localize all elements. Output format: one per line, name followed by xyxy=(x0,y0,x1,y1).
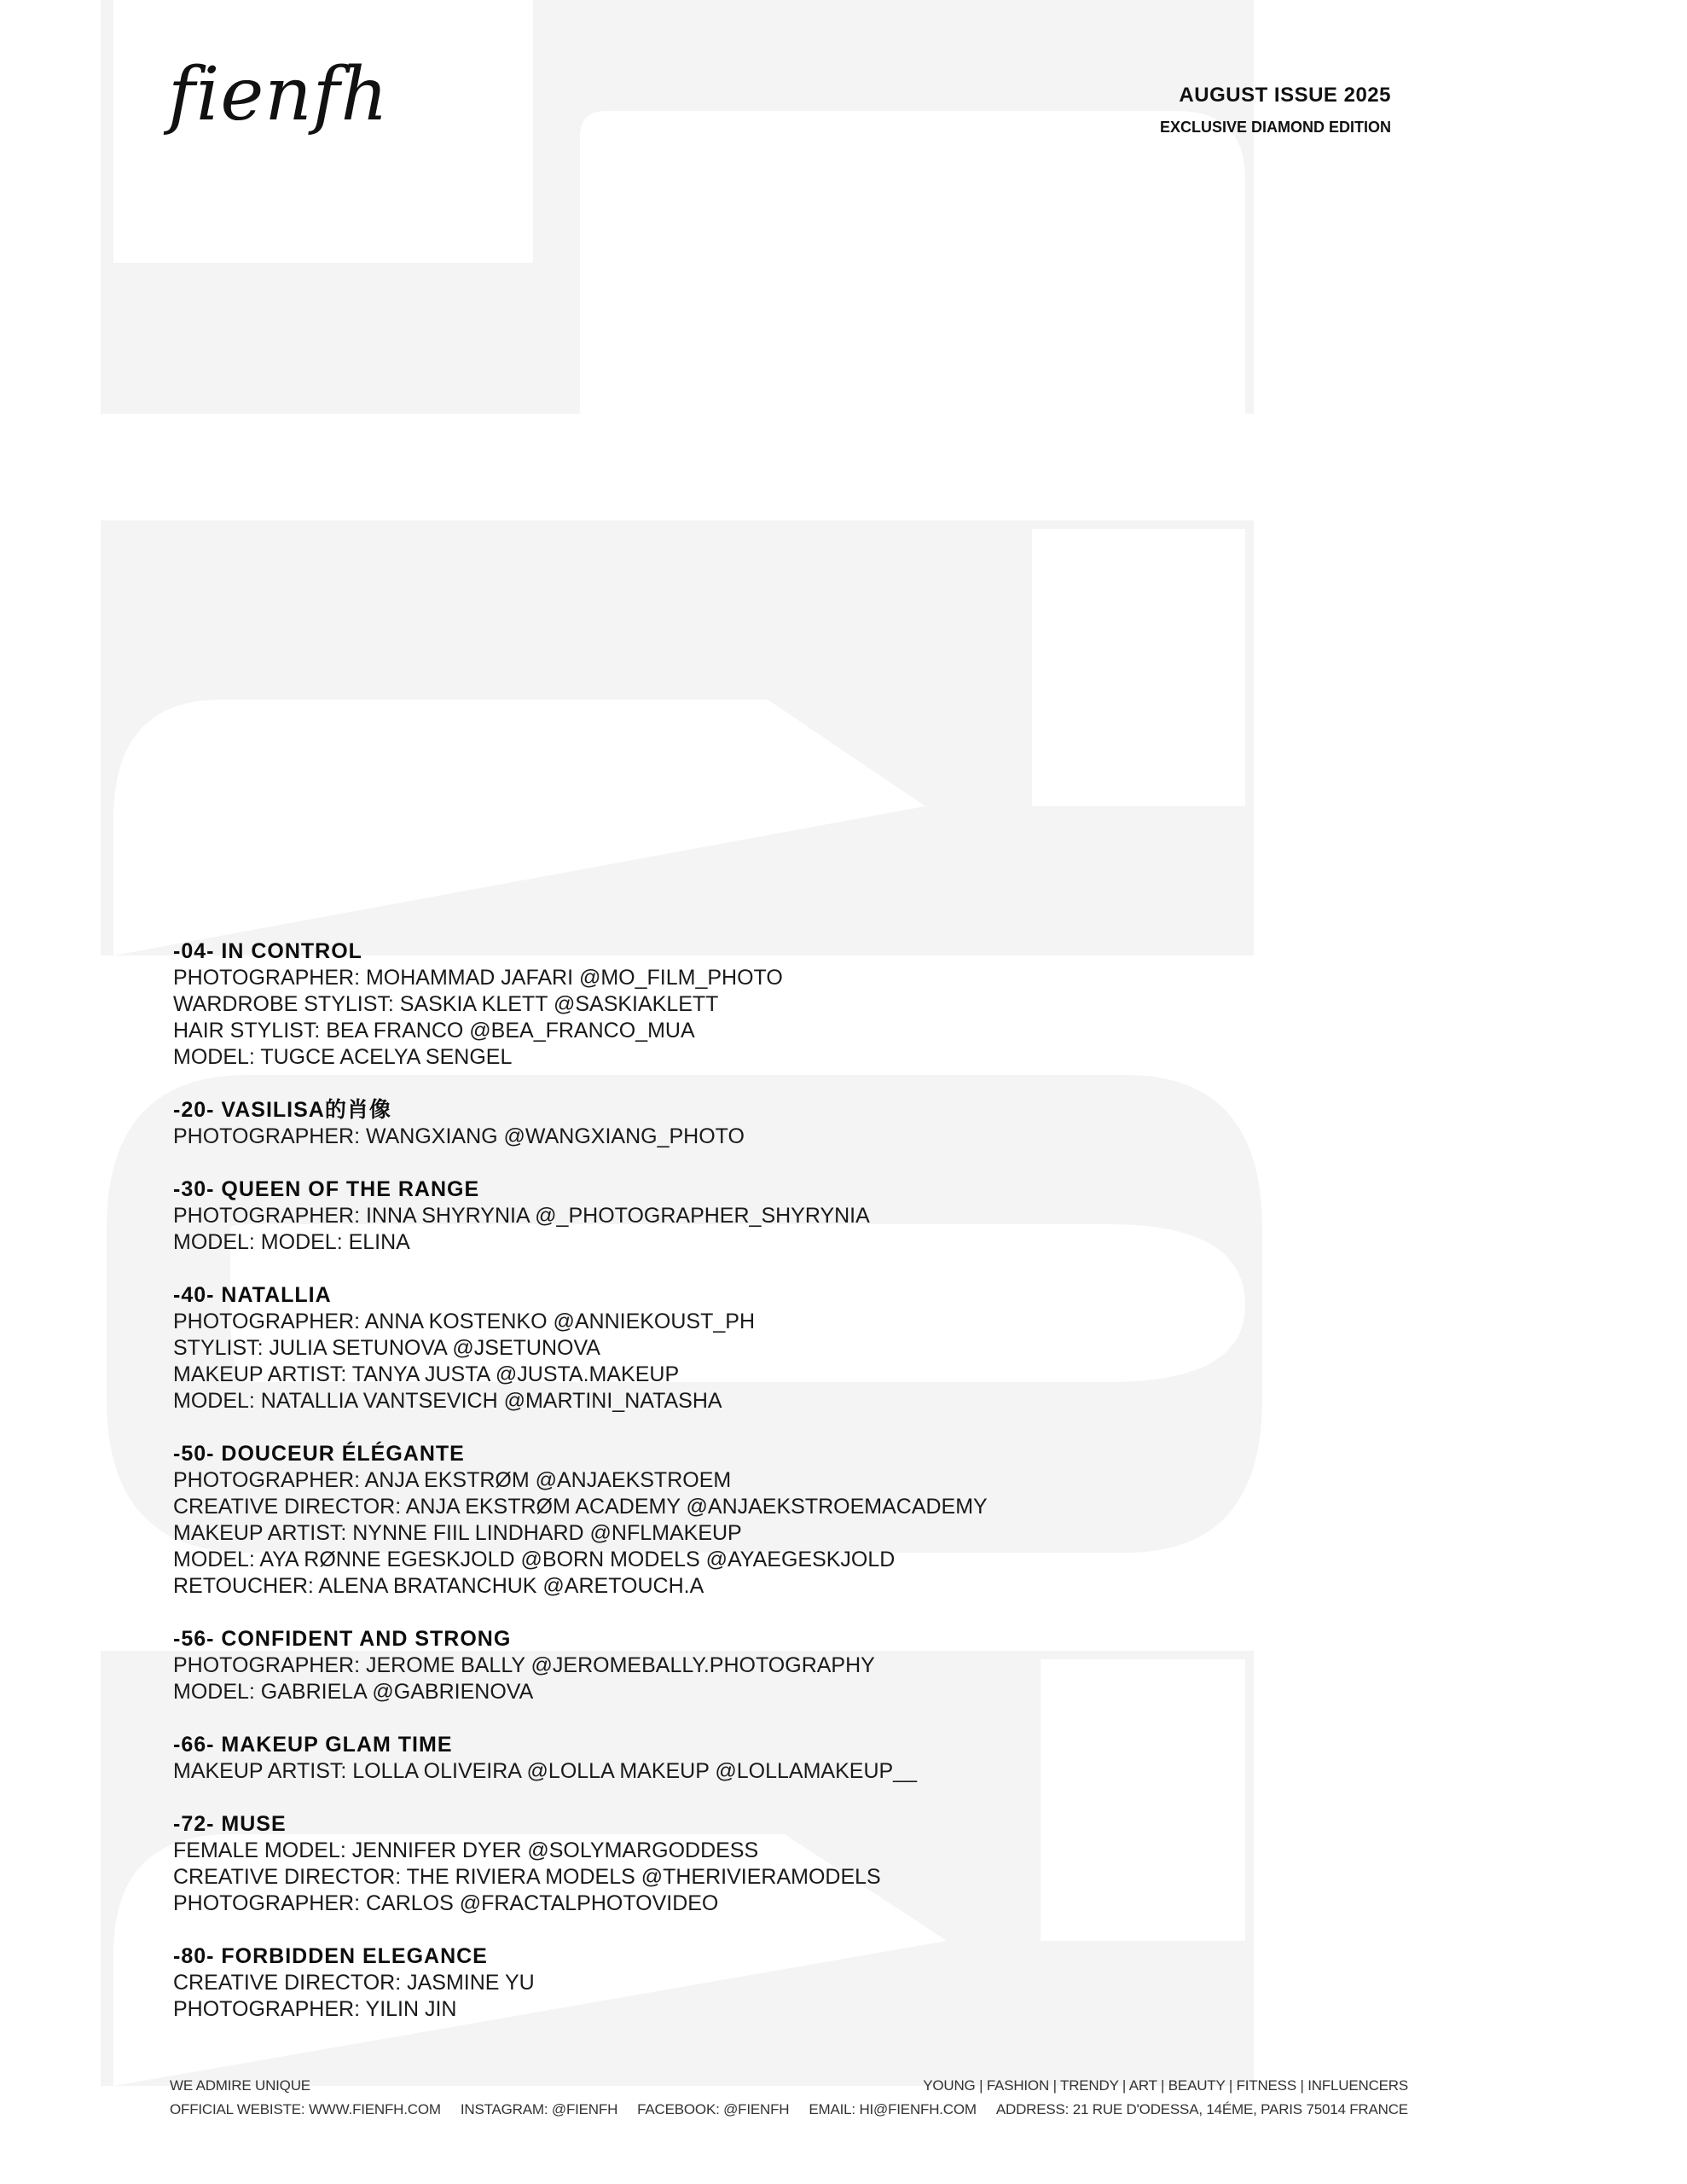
footer-website-link[interactable]: OFFICIAL WEBISTE: WWW.FIENFH.COM xyxy=(170,2101,441,2117)
entry-credit: MODEL: NATALLIA VANTSEVICH @MARTINI_NATASHA xyxy=(173,1389,722,1413)
entry-title: -56- CONFIDENT AND STRONG xyxy=(173,1627,512,1651)
table-of-contents xyxy=(173,938,988,2049)
entry-credit: FEMALE MODEL: JENNIFER DYER @SOLYMARGODDESS xyxy=(173,1838,759,1862)
entry-credit: MAKEUP ARTIST: TANYA JUSTA @JUSTA.MAKEUP xyxy=(173,1362,680,1386)
footer-tagline: WE ADMIRE UNIQUE xyxy=(170,2077,310,2094)
category-label: YOUNG xyxy=(923,2077,976,2094)
footer-categories xyxy=(923,2074,1408,2098)
entry-title: -20- VASILISA的肖像 xyxy=(173,1098,391,1122)
entry-credit: MODEL: TUGCE ACELYA SENGEL xyxy=(173,1045,513,1069)
entry-credit: PHOTOGRAPHER: MOHAMMAD JAFARI @MO_FILM_PHOTO xyxy=(173,966,783,990)
contents-entry xyxy=(173,1626,988,1705)
entry-credit: MAKEUP ARTIST: NYNNE FIIL LINDHARD @NFLMAKEUP xyxy=(173,1521,742,1545)
brand-logo: fienfh xyxy=(168,52,389,137)
entry-credit: CREATIVE DIRECTOR: THE RIVIERA MODELS @THERIVIERAMODELS xyxy=(173,1865,881,1889)
footer-instagram-link[interactable]: INSTAGRAM: @FIENFH xyxy=(460,2101,618,2117)
entry-title: -40- NATALLIA xyxy=(173,1283,332,1307)
entry-credit: MODEL: AYA RØNNE EGESKJOLD @BORN MODELS @AYAEGESKJOLD xyxy=(173,1548,896,1571)
contents-entry xyxy=(173,1441,988,1600)
entry-credit: MAKEUP ARTIST: LOLLA OLIVEIRA @LOLLA MAKEUP @LOLLAMAKEUP__ xyxy=(173,1759,917,1783)
page-footer xyxy=(170,2074,1408,2122)
category-label: | INFLUENCERS xyxy=(1296,2077,1408,2094)
entry-credit: CREATIVE DIRECTOR: ANJA EKSTRØM ACADEMY @ANJAEKSTROEMACADEMY xyxy=(173,1495,988,1519)
contents-entry xyxy=(173,1097,988,1150)
contents-entry xyxy=(173,1732,988,1785)
entry-credit: MODEL: GABRIELA @GABRIENOVA xyxy=(173,1680,534,1704)
entry-credit: PHOTOGRAPHER: ANJA EKSTRØM @ANJAEKSTROEM xyxy=(173,1468,732,1492)
category-label: | FITNESS xyxy=(1225,2077,1296,2094)
entry-credit: HAIR STYLIST: BEA FRANCO @BEA_FRANCO_MUA xyxy=(173,1019,695,1043)
contents-entry xyxy=(173,1282,988,1414)
entry-title: -66- MAKEUP GLAM TIME xyxy=(173,1733,453,1757)
entry-title: -72- MUSE xyxy=(173,1812,287,1836)
category-label: | TRENDY xyxy=(1049,2077,1118,2094)
entry-credit: CREATIVE DIRECTOR: JASMINE YU xyxy=(173,1971,535,1995)
issue-subtitle: EXCLUSIVE DIAMOND EDITION xyxy=(1159,118,1391,136)
entry-credit: MODEL: MODEL: ELINA xyxy=(173,1230,410,1254)
entry-title: -80- FORBIDDEN ELEGANCE xyxy=(173,1944,488,1968)
contents-entry xyxy=(173,938,988,1071)
contents-entry xyxy=(173,1811,988,1917)
footer-email-link[interactable]: EMAIL: HI@FIENFH.COM xyxy=(809,2101,977,2117)
issue-header xyxy=(1160,84,1391,136)
contents-entry xyxy=(173,1943,988,2023)
category-label: | FASHION xyxy=(976,2077,1050,2094)
footer-facebook-link[interactable]: FACEBOOK: @FIENFH xyxy=(637,2101,790,2117)
footer-address: ADDRESS: 21 RUE D'ODESSA, 14ÉME, PARIS 75014 FRANCE xyxy=(995,2101,1408,2117)
entry-credit: PHOTOGRAPHER: INNA SHYRYNIA @_PHOTOGRAPHER_SHYRYNIA xyxy=(173,1204,870,1228)
entry-credit: PHOTOGRAPHER: ANNA KOSTENKO @ANNIEKOUST_PH xyxy=(173,1310,756,1333)
entry-credit: PHOTOGRAPHER: YILIN JIN xyxy=(173,1997,457,2021)
entry-credit: PHOTOGRAPHER: WANGXIANG @WANGXIANG_PHOTO xyxy=(173,1124,745,1148)
entry-title: -30- QUEEN OF THE RANGE xyxy=(173,1177,480,1201)
entry-credit: RETOUCHER: ALENA BRATANCHUK @ARETOUCH.A xyxy=(173,1574,704,1598)
category-label: | ART xyxy=(1118,2077,1157,2094)
contents-entry xyxy=(173,1176,988,1256)
entry-title: -50- DOUCEUR ÉLÉGANTE xyxy=(173,1442,465,1466)
issue-title: AUGUST ISSUE 2025 xyxy=(1179,84,1391,107)
entry-credit: PHOTOGRAPHER: JEROME BALLY @JEROMEBALLY.PHOTOGRAPHY xyxy=(173,1653,875,1677)
entry-credit: STYLIST: JULIA SETUNOVA @JSETUNOVA xyxy=(173,1336,600,1360)
entry-credit: PHOTOGRAPHER: CARLOS @FRACTALPHOTOVIDEO xyxy=(173,1891,719,1915)
category-label: | BEAUTY xyxy=(1157,2077,1226,2094)
entry-title: -04- IN CONTROL xyxy=(173,939,362,963)
entry-credit: WARDROBE STYLIST: SASKIA KLETT @SASKIAKLETT xyxy=(173,992,719,1016)
